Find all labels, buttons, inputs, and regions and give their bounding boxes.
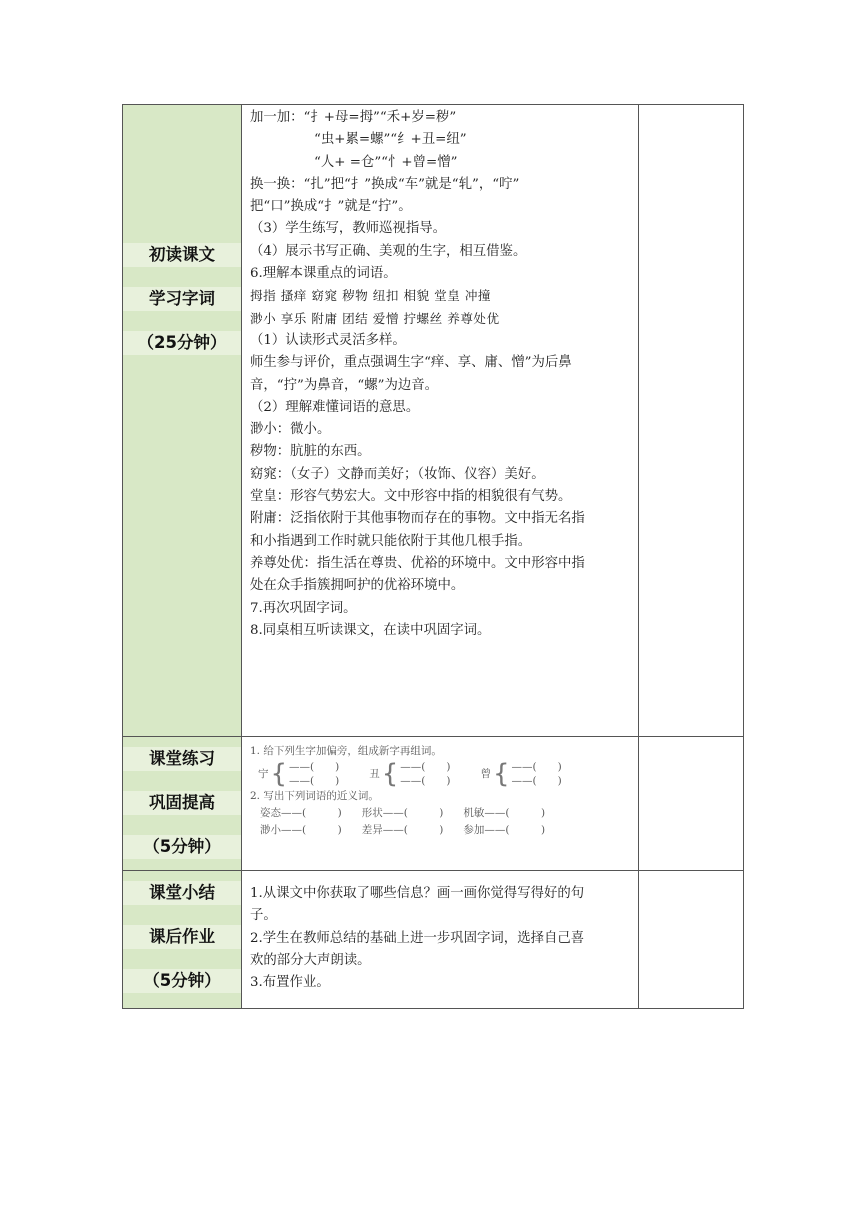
char-group	[369, 760, 450, 788]
brace-icon: {	[381, 759, 399, 789]
synonym-item: 渺小——( )	[260, 824, 342, 836]
text-line: “虫+累=螺”“纟+丑=纽”	[314, 132, 467, 148]
text-line: 附庸：泛指依附于其他事物而存在的事物。文中指无名指	[250, 511, 585, 527]
text-line: （1）认读形式灵活多样。	[250, 332, 406, 348]
word-list: 拇指 搔痒 窈窕 秽物 纽扣 相貌 堂皇 冲撞	[250, 288, 492, 304]
word-list: 渺小 享乐 附庸 团结 爱憎 拧螺丝 养尊处优	[250, 310, 500, 326]
synonym-item: 差异——( )	[361, 824, 444, 836]
brace-icon: {	[493, 759, 510, 789]
synonym-item: 姿态——( )	[260, 807, 342, 819]
lesson-table	[122, 104, 744, 1009]
blank: ——( )	[289, 775, 340, 787]
stage-duration: （5分钟）	[123, 969, 241, 993]
exercise-image	[242, 737, 638, 845]
stage-title: 课堂小结	[123, 881, 241, 905]
stage-subtitle: 课后作业	[123, 925, 241, 949]
text-line: 和小指遇到工作时就只能依附于其他几根手指。	[250, 533, 532, 549]
exercise-cell	[242, 737, 639, 871]
blank: ——( )	[400, 775, 451, 787]
stage-title: 课堂练习	[123, 747, 241, 771]
char: 曾	[480, 767, 491, 780]
stage-duration: （5分钟）	[123, 835, 241, 859]
brace-icon: {	[270, 759, 288, 789]
blank: ——( )	[400, 761, 451, 773]
stage-subtitle: 学习字词	[123, 287, 241, 311]
row-first-reading	[123, 105, 744, 737]
text-line: 8.同桌相互听读课文，在读中巩固字词。	[250, 622, 491, 638]
content-cell	[242, 871, 639, 1009]
text-line: 加一加：“扌+母=拇”“禾+岁=秽”	[250, 110, 457, 125]
synonym-row	[250, 822, 630, 839]
exercise-q2: 2. 写出下列词语的近义词。	[250, 790, 379, 802]
char: 宁	[258, 767, 269, 780]
synonym-item: 形状——( )	[361, 807, 444, 819]
notes-cell	[639, 871, 744, 1009]
text-line: （2）理解难懂词语的意思。	[250, 399, 420, 415]
char: 丑	[369, 767, 380, 780]
content-text	[242, 871, 638, 998]
text-line: 处在众手指簇拥呵护的优裕环境中。	[250, 578, 465, 594]
text-line: 6.理解本课重点的词语。	[250, 266, 397, 282]
text-line: 音，“拧”为鼻音，“螺”为边音。	[250, 377, 439, 393]
stage-subtitle: 巩固提高	[123, 791, 241, 815]
stage-title: 初读课文	[123, 243, 241, 267]
blank: ——( )	[511, 775, 562, 787]
row-summary	[123, 871, 744, 1009]
text-line: 换一换：“扎”把“扌”换成“车”就是“轧”，“咛”	[250, 176, 520, 192]
synonym-item: 参加——( )	[463, 824, 546, 836]
text-line: （3）学生练写，教师巡视指导。	[250, 221, 446, 237]
char-group	[258, 760, 339, 788]
notes-cell	[639, 737, 744, 871]
text-line: 窈窕：（女子）文静而美好；（妆饰、仪容）美好。	[250, 466, 545, 482]
text-line: 渺小：微小。	[250, 422, 331, 438]
text-line: （4）展示书写正确、美观的生字，相互借鉴。	[250, 243, 527, 259]
content-text	[242, 105, 638, 646]
synonym-item: 机敏——( )	[463, 807, 546, 819]
text-line: 欢的部分大声朗读。	[250, 952, 371, 968]
stage-cell	[123, 105, 242, 737]
text-line: 秽物：肮脏的东西。	[250, 444, 371, 460]
text-line: 2.学生在教师总结的基础上进一步巩固字词，选择自己喜	[250, 930, 585, 946]
text-line: 7.再次巩固字词。	[250, 600, 357, 616]
stage-cell	[123, 737, 242, 871]
text-line: 堂皇：形容气势宏大。文中形容中指的相貌很有气势。	[250, 489, 572, 505]
row-practice	[123, 737, 744, 871]
notes-cell	[639, 105, 744, 737]
text-line: 师生参与评价，重点强调生字“痒、享、庸、憎”为后鼻	[250, 355, 572, 371]
stage-cell	[123, 871, 242, 1009]
blank: ——( )	[289, 761, 340, 773]
text-line: “人+ =仓”“忄+曾=憎”	[314, 154, 458, 170]
synonym-row	[250, 805, 630, 822]
blank: ——( )	[511, 761, 562, 773]
stage-duration: （25分钟）	[123, 331, 241, 355]
text-line: 把“口”换成“扌”就是“拧”。	[250, 199, 412, 215]
text-line: 养尊处优：指生活在尊贵、优裕的环境中。文中形容中指	[250, 555, 585, 571]
content-cell	[242, 105, 639, 737]
exercise-q1: 1. 给下列生字加偏旁，组成新字再组词。	[250, 745, 442, 757]
text-line: 1.从课文中你获取了哪些信息？画一画你觉得写得好的句	[250, 886, 585, 901]
text-line: 3.布置作业。	[250, 975, 330, 991]
text-line: 子。	[250, 908, 277, 924]
char-group	[481, 760, 562, 788]
